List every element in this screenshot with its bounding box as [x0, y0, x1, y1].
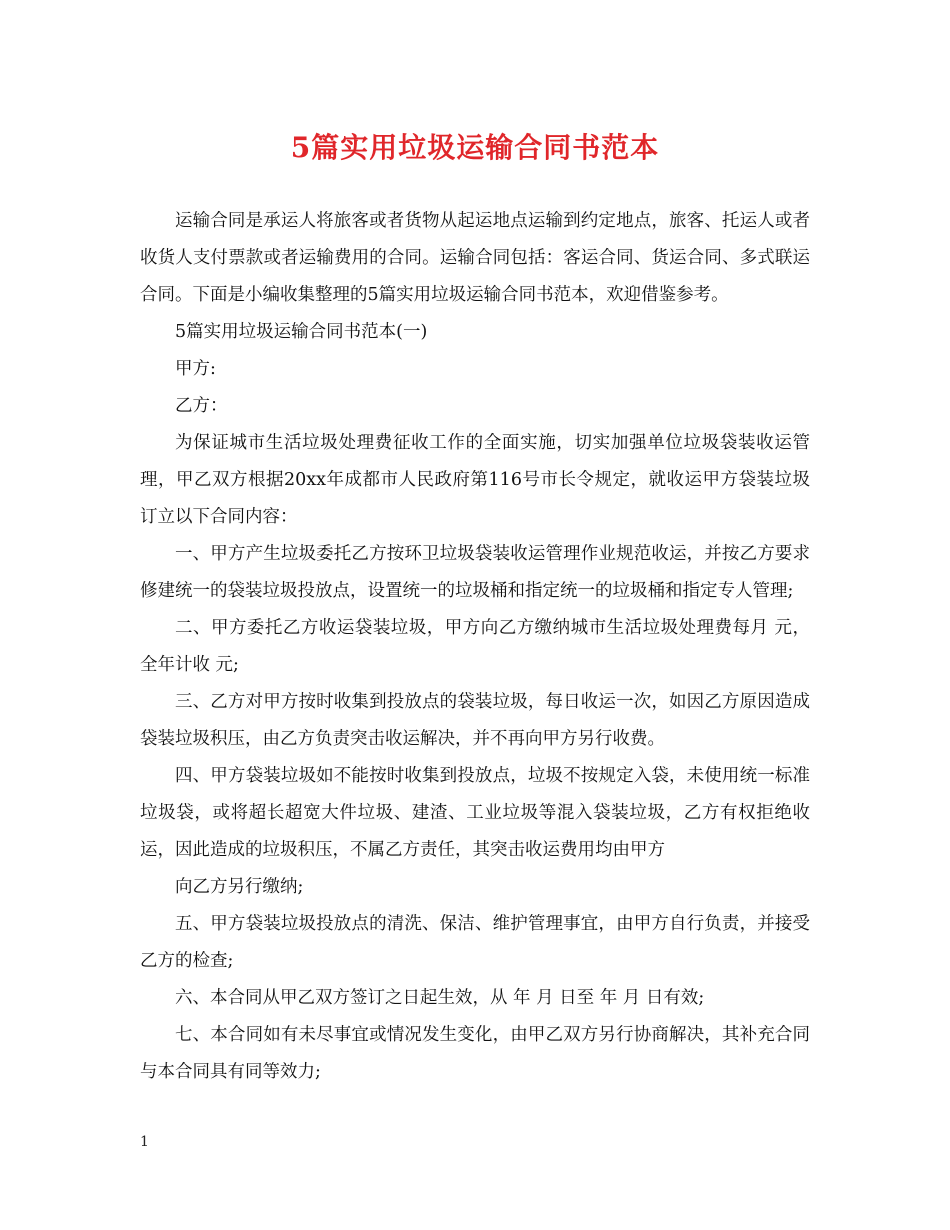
clause-3: 三、乙方对甲方按时收集到投放点的袋装垃圾，每日收运一次，如因乙方原因造成袋装垃圾积压，由乙方负责突击收运解决，并不再向甲方另行收费。	[140, 692, 810, 749]
section-heading: 5篇实用垃圾运输合同书范本(一)	[175, 322, 428, 342]
clause-2: 二、甲方委托乙方收运袋装垃圾，甲方向乙方缴纳城市生活垃圾处理费每月 元，全年计收 元;	[140, 618, 810, 675]
clause-7: 七、本合同如有未尽事宜或情况发生变化，由甲乙双方另行协商解决，其补充合同与本合同具有同等效力;	[140, 1025, 810, 1082]
preamble-paragraph: 为保证城市生活垃圾处理费征收工作的全面实施，切实加强单位垃圾袋装收运管理，甲乙双方根据20xx年成都市人民政府第116号市长令规定，就收运甲方袋装垃圾订立以下合同内容：	[140, 433, 810, 527]
intro-paragraph: 运输合同是承运人将旅客或者货物从起运地点运输到约定地点，旅客、托运人或者收货人支付票款或者运输费用的合同。运输合同包括：客运合同、货运合同、多式联运合同。下面是小编收集整理的5篇实用垃圾运输合同书范本，欢迎借鉴参考。	[140, 211, 810, 305]
clause-4: 四、甲方袋装垃圾如不能按时收集到投放点，垃圾不按规定入袋，未使用统一标准垃圾袋，或将超长超宽大件垃圾、建渣、工业垃圾等混入袋装垃圾，乙方有权拒绝收运，因此造成的垃圾积压，不属乙方责任，其突击收运费用均由甲方	[140, 766, 810, 860]
clause-5: 五、甲方袋装垃圾投放点的清洗、保洁、维护管理事宜，由甲方自行负责，并接受乙方的检查;	[140, 914, 810, 971]
clause-6: 六、本合同从甲乙双方签订之日起生效，从 年 月 日至 年 月 日有效;	[175, 988, 705, 1008]
clause-1: 一、甲方产生垃圾委托乙方按环卫垃圾袋装收运管理作业规范收运，并按乙方要求修建统一的袋装垃圾投放点，设置统一的垃圾桶和指定统一的垃圾桶和指定专人管理;	[140, 544, 810, 601]
document-body	[140, 203, 810, 1091]
document-title: 5篇实用垃圾运输合同书范本	[290, 131, 660, 164]
clause-4-continued: 向乙方另行缴纳;	[175, 877, 304, 897]
party-b-line: 乙方：	[175, 396, 228, 416]
party-a-line: 甲方:	[175, 359, 216, 379]
page-number: 1	[140, 1134, 149, 1150]
